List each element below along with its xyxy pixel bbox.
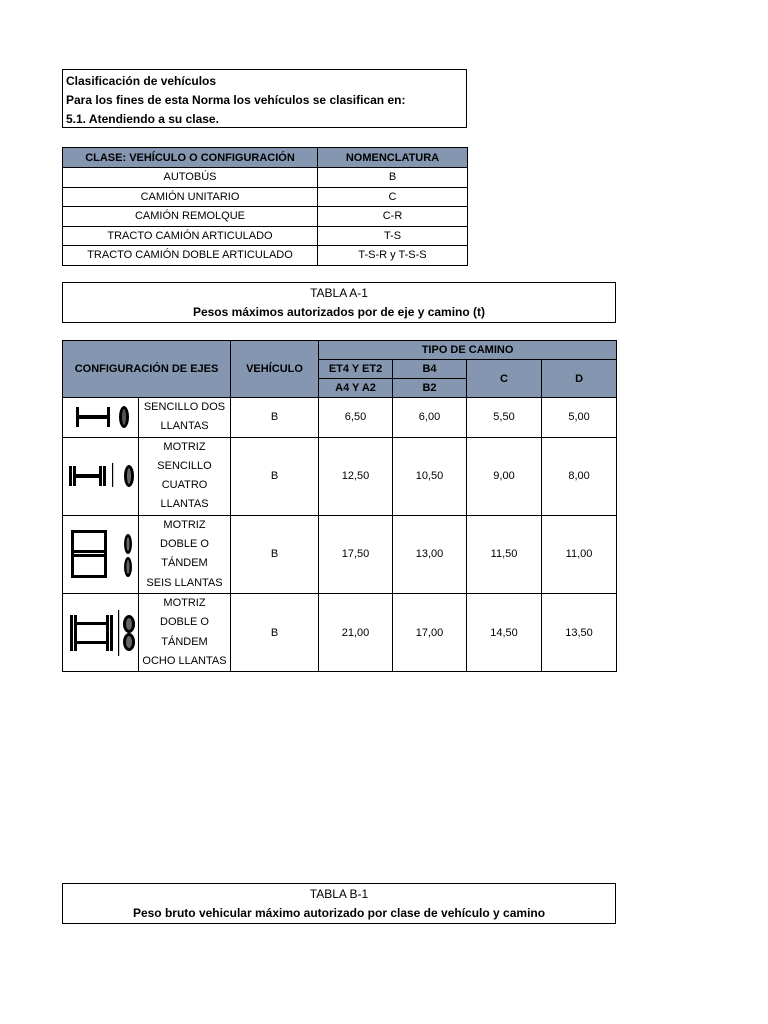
- vehicle-class-table: [62, 147, 468, 266]
- vehiculo-cell: B: [231, 593, 319, 671]
- axle-description: SENCILLO DOS LLANTAS: [139, 398, 231, 438]
- table-row: [63, 593, 617, 671]
- table-row: [63, 246, 468, 266]
- header-nomenclatura: NOMENCLATURA: [318, 148, 468, 168]
- tandem-axle-eight-tires-icon: [63, 593, 139, 671]
- vehiculo-cell: B: [231, 515, 319, 593]
- table-row: [63, 437, 617, 515]
- header-configuracion: CONFIGURACIÓN DE EJES: [63, 341, 231, 398]
- nom-cell: T-S-R y T-S-S: [318, 246, 468, 266]
- d-cell: 5,00: [542, 398, 617, 438]
- header-tipo-camino: TIPO DE CAMINO: [319, 341, 617, 360]
- intro-box: [62, 69, 467, 128]
- vehiculo-cell: B: [231, 398, 319, 438]
- tabla-b-title: TABLA B-1: [309, 887, 369, 901]
- c-cell: 14,50: [467, 593, 542, 671]
- header-vehiculo: VEHÍCULO: [231, 341, 319, 398]
- single-axle-four-tires-icon: [63, 437, 139, 515]
- et-cell: 21,00: [319, 593, 393, 671]
- header-et4-et2: ET4 Y ET2: [319, 360, 393, 379]
- header-b4: B4: [393, 360, 467, 379]
- b-cell: 10,50: [393, 437, 467, 515]
- table-row: [63, 207, 468, 227]
- header-a4-a2: A4 Y A2: [319, 379, 393, 398]
- header-d: D: [542, 360, 617, 398]
- et-cell: 6,50: [319, 398, 393, 438]
- tabla-a-title-box: [62, 282, 616, 323]
- header-b2: B2: [393, 379, 467, 398]
- clase-cell: TRACTO CAMIÓN DOBLE ARTICULADO: [63, 246, 318, 266]
- clase-cell: CAMIÓN UNITARIO: [63, 187, 318, 207]
- b-cell: 13,00: [393, 515, 467, 593]
- d-cell: 13,50: [542, 593, 617, 671]
- axle-description: MOTRIZ DOBLE O TÁNDEM OCHO LLANTAS: [139, 593, 231, 671]
- tabla-a-title: TABLA A-1: [310, 286, 368, 300]
- header-clase: CLASE: VEHÍCULO O CONFIGURACIÓN: [63, 148, 318, 168]
- tabla-b-subtitle: Peso bruto vehicular máximo autorizado por clase de vehículo y camino: [132, 906, 546, 920]
- nom-cell: B: [318, 168, 468, 188]
- et-cell: 17,50: [319, 515, 393, 593]
- tabla-a-subtitle: Pesos máximos autorizados por de eje y camino (t): [192, 305, 486, 319]
- intro-line-3: 5.1. Atendiendo a su clase.: [66, 112, 219, 126]
- intro-line-1: Clasificación de vehículos: [66, 74, 217, 88]
- single-axle-two-tires-icon: [63, 398, 139, 438]
- vehiculo-cell: B: [231, 437, 319, 515]
- c-cell: 5,50: [467, 398, 542, 438]
- table-row: [63, 515, 617, 593]
- b-cell: 17,00: [393, 593, 467, 671]
- axle-weights-table: [62, 340, 617, 672]
- clase-cell: TRACTO CAMIÓN ARTICULADO: [63, 226, 318, 246]
- nom-cell: T-S: [318, 226, 468, 246]
- b-cell: 6,00: [393, 398, 467, 438]
- clase-cell: CAMIÓN REMOLQUE: [63, 207, 318, 227]
- d-cell: 8,00: [542, 437, 617, 515]
- table-row: [63, 168, 468, 188]
- table-row: [63, 226, 468, 246]
- axle-description: MOTRIZ DOBLE O TÁNDEM SEIS LLANTAS: [139, 515, 231, 593]
- axle-description: MOTRIZ SENCILLO CUATRO LLANTAS: [139, 437, 231, 515]
- intro-line-2: Para los fines de esta Norma los vehículos se clasifican en:: [66, 93, 406, 107]
- c-cell: 9,00: [467, 437, 542, 515]
- c-cell: 11,50: [467, 515, 542, 593]
- tandem-axle-six-tires-icon: [63, 515, 139, 593]
- nom-cell: C-R: [318, 207, 468, 227]
- nom-cell: C: [318, 187, 468, 207]
- header-c: C: [467, 360, 542, 398]
- et-cell: 12,50: [319, 437, 393, 515]
- d-cell: 11,00: [542, 515, 617, 593]
- clase-cell: AUTOBÚS: [63, 168, 318, 188]
- table-row: [63, 398, 617, 438]
- table-row: [63, 187, 468, 207]
- tabla-b-title-box: [62, 883, 616, 924]
